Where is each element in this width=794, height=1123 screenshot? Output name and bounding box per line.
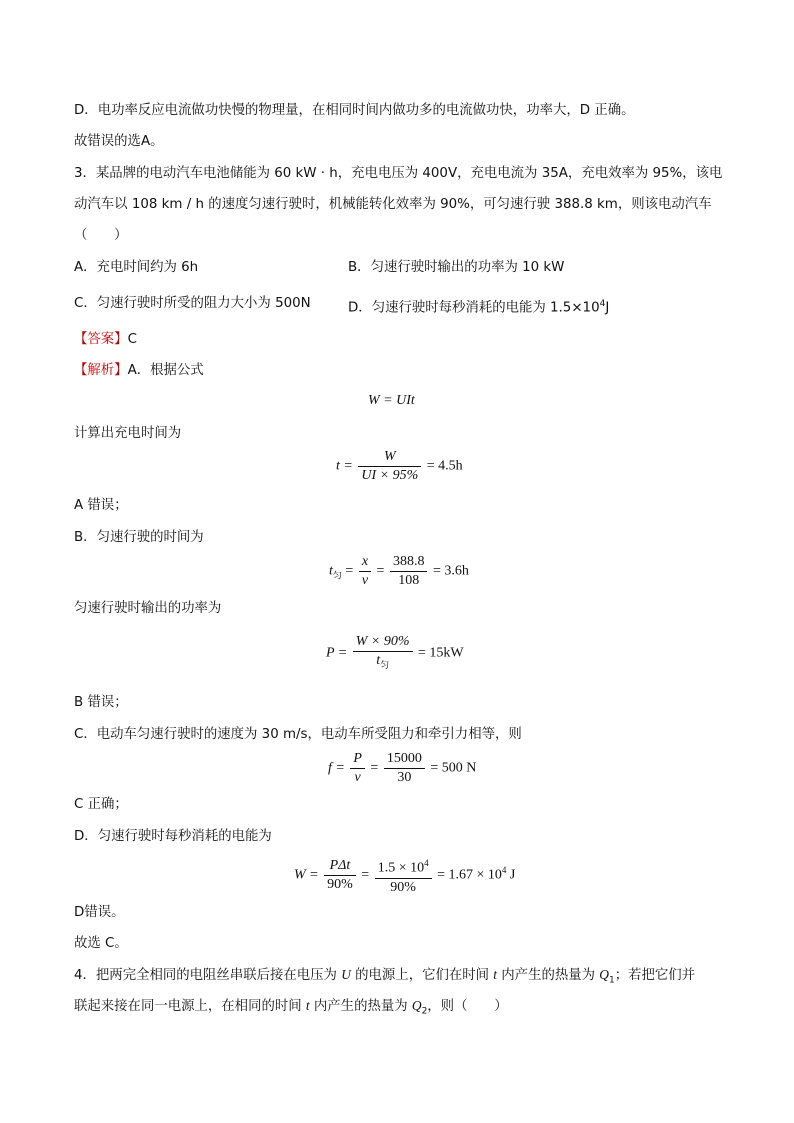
f4-lhs: P = — [326, 645, 348, 661]
question-3-line-1: 3．某品牌的电动汽车电池储能为 60 kW · h，充电电压为 400V，充电电流为 35A，充电效率为 95%，该电 — [74, 166, 723, 181]
answer-value: C — [127, 332, 137, 347]
f4-num: W × 90% — [355, 634, 410, 649]
f2-num: W — [383, 449, 396, 464]
f3-sub: 匀 — [332, 570, 342, 581]
q4-l2-b: 内产生的热量为 — [309, 999, 412, 1014]
f5-fraction-1 — [350, 751, 365, 786]
analysis-tag: 【解析】 — [74, 363, 128, 378]
conclusion-line: 故错误的选A。 — [74, 134, 164, 149]
f6-den1: 90% — [324, 875, 356, 893]
answer-line — [74, 331, 137, 349]
f6-num1: PΔt — [329, 857, 351, 873]
b-intro-line: B．匀速行驶的时间为 — [74, 530, 204, 545]
f6-num2-exp: 4 — [424, 858, 429, 868]
q4-q2-sub: 2 — [421, 1006, 428, 1017]
f2-den: UI × 95% — [358, 466, 421, 484]
c-right-line: C 正确； — [74, 797, 128, 812]
option-d-unit: J — [605, 300, 610, 316]
b-power-line: 匀速行驶时输出的功率为 — [74, 601, 222, 616]
q4-q2: Q — [411, 998, 422, 1013]
f3-den2: 108 — [390, 571, 428, 589]
option-c: C．匀速行驶时所受的阻力大小为 500N — [74, 296, 311, 311]
q4-q1: Q — [599, 967, 609, 982]
f4-rhs: = 15kW — [418, 645, 464, 661]
f2-rhs: = 4.5h — [426, 458, 463, 474]
option-d — [348, 295, 609, 317]
d-intro-line: D．匀速行驶时每秒消耗的电能为 — [74, 829, 272, 844]
f6-num2: 1.5 × 10 — [377, 860, 425, 876]
f3-t: t — [329, 563, 333, 579]
f3-num2: 388.8 — [392, 554, 425, 569]
d-wrong-line: D错误。 — [74, 905, 125, 920]
f5-num2: 15000 — [386, 751, 422, 766]
formula-w-uit-text: W = UIt — [368, 393, 415, 408]
option-d-exponent: 4 — [599, 299, 606, 309]
formula-energy-per-second: W = $\frac{\text{PΔt}}{90\%}$ = $\frac{1.5 \times 10^4}{90\%}$ = $1.67 \times 10^4$ J — [294, 855, 515, 896]
f6-fraction-2 — [375, 855, 432, 896]
f5-num1: P — [353, 751, 362, 766]
c-intro-line: C．电动车匀速行驶时的速度为 30 m/s，电动车所受阻力和牵引力相等，则 — [74, 727, 522, 742]
formula-charge-time — [336, 449, 463, 484]
f4-den-sub: 匀 — [380, 659, 390, 670]
question-4-line-1 — [74, 966, 695, 990]
answer-tag: 【答案】 — [74, 332, 128, 347]
f2-lhs: t = — [336, 458, 353, 474]
f5-den1: v — [350, 768, 365, 786]
formula-resistance: f = $\frac{P}{v}$ = $\frac{15000}{30}$ = 500 N — [328, 751, 477, 785]
a-wrong-line: A 错误； — [74, 498, 128, 513]
f4-den-t: t — [376, 653, 381, 668]
q4-l2-a: 联起来接在同一电源上，在相同的时间 — [74, 999, 306, 1014]
f3-rhs: = 3.6h — [432, 563, 469, 579]
f6-unit: J — [509, 867, 516, 883]
f4-fraction — [353, 634, 413, 673]
analysis-line — [74, 362, 204, 380]
b-wrong-line: B 错误； — [74, 695, 128, 710]
f5-rhs: = 500 N — [430, 760, 477, 776]
formula-output-power — [326, 634, 464, 673]
f3-num1: x — [361, 554, 369, 569]
q4-u: U — [341, 967, 351, 982]
f6-fraction-1 — [324, 858, 356, 893]
formula-uniform-time: $t_匀$ = $\frac{x}{v}$ = $\frac{388.8}{108}$ = 3.6h — [329, 554, 469, 588]
f6-lhs: W = — [294, 867, 319, 883]
f3-fraction-2 — [390, 554, 428, 589]
f5-fraction-2 — [384, 751, 425, 786]
f2-fraction — [358, 449, 421, 484]
q4-l1-b: 的电源上，它们在时间 — [350, 968, 494, 983]
f6-rhs: = 1.67 × 10 — [437, 867, 502, 883]
f5-lhs: f = — [328, 760, 345, 776]
option-d-explanation: D．电功率反应电流做功快慢的物理量，在相同时间内做功多的电流做功快，功率大，D 正确。 — [74, 103, 635, 118]
q4-l1-c: 内产生的热量为 — [497, 968, 600, 983]
f6-den2: 90% — [375, 878, 432, 896]
q4-q1-sub: 1 — [608, 975, 615, 986]
question-4-line-2 — [74, 997, 508, 1021]
f6-rhs-exp: 4 — [501, 864, 507, 875]
option-d-text: D．匀速行驶时每秒消耗的电能为 1.5×10 — [348, 300, 600, 316]
q4-l1-a: 4．把两完全相同的电阻丝串联后接在电压为 — [74, 968, 342, 983]
formula-w-uit — [368, 393, 415, 409]
question-3-line-2: 动汽车以 108 km / h 的速度匀速行驶时，机械能转化效率为 90%，可匀速行驶 388.8 km，则该电动汽车 — [74, 197, 712, 212]
q4-t: t — [493, 967, 498, 982]
f3-den1: v — [359, 571, 371, 589]
f3-fraction-1 — [359, 554, 371, 589]
q4-t2: t — [305, 998, 310, 1013]
option-a: A．充电时间约为 6h — [74, 260, 199, 275]
final-answer-line: 故选 C。 — [74, 936, 128, 951]
option-b: B．匀速行驶时输出的功率为 10 kW — [348, 260, 565, 275]
f6-num2-wrap — [375, 855, 432, 878]
q4-l1-d: ；若把它们并 — [614, 968, 696, 983]
f4-den — [353, 651, 413, 673]
f5-den2: 30 — [384, 768, 425, 786]
q4-l2-c: ，则（ ） — [427, 999, 508, 1014]
analysis-a: A．根据公式 — [127, 363, 204, 378]
question-3-paren: （ ） — [74, 228, 128, 243]
calc-time-line: 计算出充电时间为 — [74, 426, 182, 441]
